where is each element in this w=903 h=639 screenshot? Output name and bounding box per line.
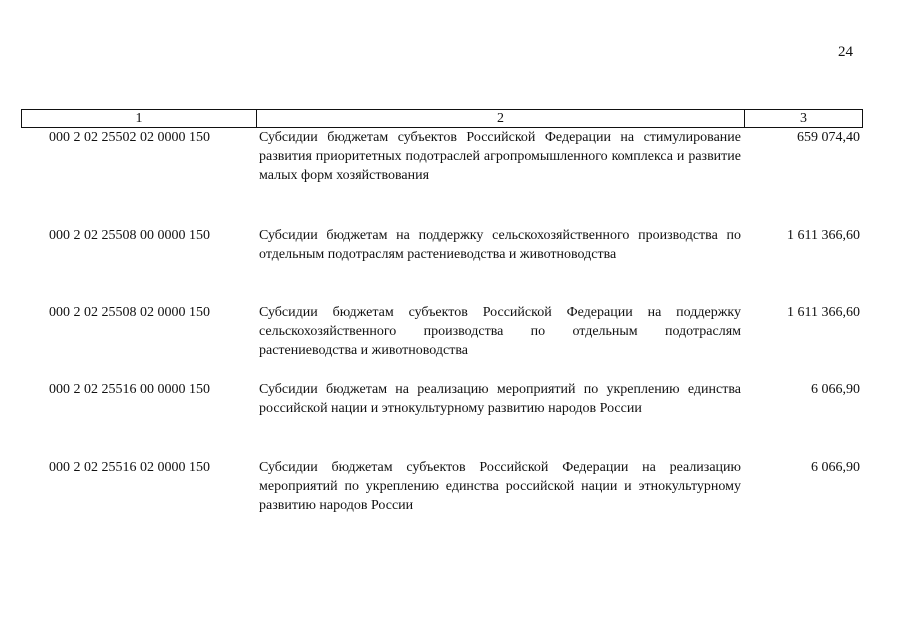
column-header-2: 2 xyxy=(257,110,745,127)
row-amount: 6 066,90 xyxy=(811,460,860,475)
row-code: 000 2 02 25502 02 0000 150 xyxy=(49,130,210,145)
row-amount: 6 066,90 xyxy=(811,382,860,397)
row-amount: 659 074,40 xyxy=(797,130,860,145)
row-description: Субсидии бюджетам субъектов Российской Федерации на реализацию мероприятий по укреплению единства российской нации и этнокультурному развитию народов России xyxy=(259,460,741,513)
row-description: Субсидии бюджетам на реализацию мероприятий по укреплению единства российской нации и этнокультурному развитию народов России xyxy=(259,382,741,416)
row-code: 000 2 02 25508 02 0000 150 xyxy=(49,305,210,320)
row-description: Субсидии бюджетам на поддержку сельскохозяйственного производства по отдельным подотраслям растениеводства и животноводства xyxy=(259,228,741,262)
row-description: Субсидии бюджетам субъектов Российской Федерации на поддержку сельскохозяйственного производства по отдельным подотраслям растениеводства и животноводства xyxy=(259,305,741,358)
row-code: 000 2 02 25516 02 0000 150 xyxy=(49,460,210,475)
column-header-1: 1 xyxy=(22,110,257,127)
row-code: 000 2 02 25508 00 0000 150 xyxy=(49,228,210,243)
page-number: 24 xyxy=(838,44,853,60)
row-amount: 1 611 366,60 xyxy=(787,228,860,243)
row-description: Субсидии бюджетам субъектов Российской Федерации на стимулирование развития приоритетных подотраслей агропромышленного комплекса и развитие малых форм хозяйствования xyxy=(259,130,741,183)
row-amount: 1 611 366,60 xyxy=(787,305,860,320)
column-header-3: 3 xyxy=(800,111,807,126)
table-header xyxy=(21,109,863,128)
row-code: 000 2 02 25516 00 0000 150 xyxy=(49,382,210,397)
